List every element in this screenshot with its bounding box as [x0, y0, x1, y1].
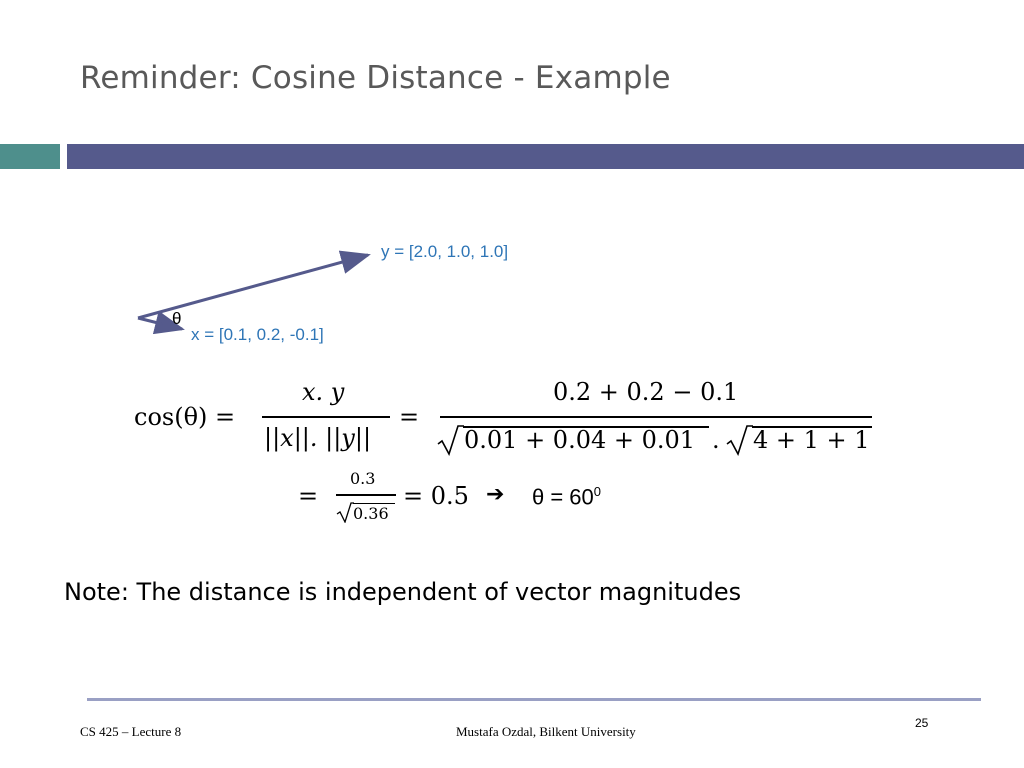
note-text: Note: The distance is independent of vector magnitudes: [64, 578, 742, 606]
frac2-denominator-b: 4 + 1 + 1: [753, 426, 870, 454]
page-number: 25: [915, 716, 929, 730]
formula-eq: =: [399, 403, 420, 431]
implies-arrow-icon: ➔: [486, 482, 505, 507]
frac2-numerator: 0.2 + 0.2 − 0.1: [553, 378, 739, 406]
frac1-numerator: x. y: [302, 378, 345, 406]
sqrt-sign-3: [336, 501, 354, 523]
frac3-denominator: 0.36: [353, 504, 389, 523]
slide-title: Reminder: Cosine Distance - Example: [80, 60, 671, 96]
frac2-line: [440, 416, 872, 418]
vector-y-label: y = [2.0, 1.0, 1.0]: [381, 242, 509, 261]
theta-label: θ: [172, 309, 182, 328]
result-value: = 0.5: [403, 482, 469, 510]
frac3-line: [336, 494, 396, 496]
sqrt-sign-2: [725, 424, 753, 456]
header-bar-navy: [67, 144, 1024, 169]
footer-author: Mustafa Ozdal, Bilkent University: [456, 724, 636, 739]
frac1-denominator: ||x||. ||y||: [264, 424, 372, 452]
sqrt-sign-1: [436, 424, 464, 456]
frac3-numerator: 0.3: [350, 469, 376, 488]
theta-result: [532, 484, 601, 510]
frac1-line: [262, 416, 390, 418]
footer-course: CS 425 – Lecture 8: [80, 724, 182, 739]
line2-eq: =: [298, 482, 319, 510]
theta-result-degree: 0: [593, 484, 602, 499]
formula-lhs: cos(θ) =: [134, 403, 236, 431]
theta-result-text: θ = 60: [532, 484, 594, 510]
frac2-denominator-a: 0.01 + 0.04 + 0.01: [464, 426, 696, 454]
frac2-denominator-dot: .: [712, 426, 720, 454]
footer-divider: [87, 698, 981, 701]
header-bar-teal: [0, 144, 60, 169]
vector-x-label: x = [0.1, 0.2, -0.1]: [191, 325, 324, 344]
